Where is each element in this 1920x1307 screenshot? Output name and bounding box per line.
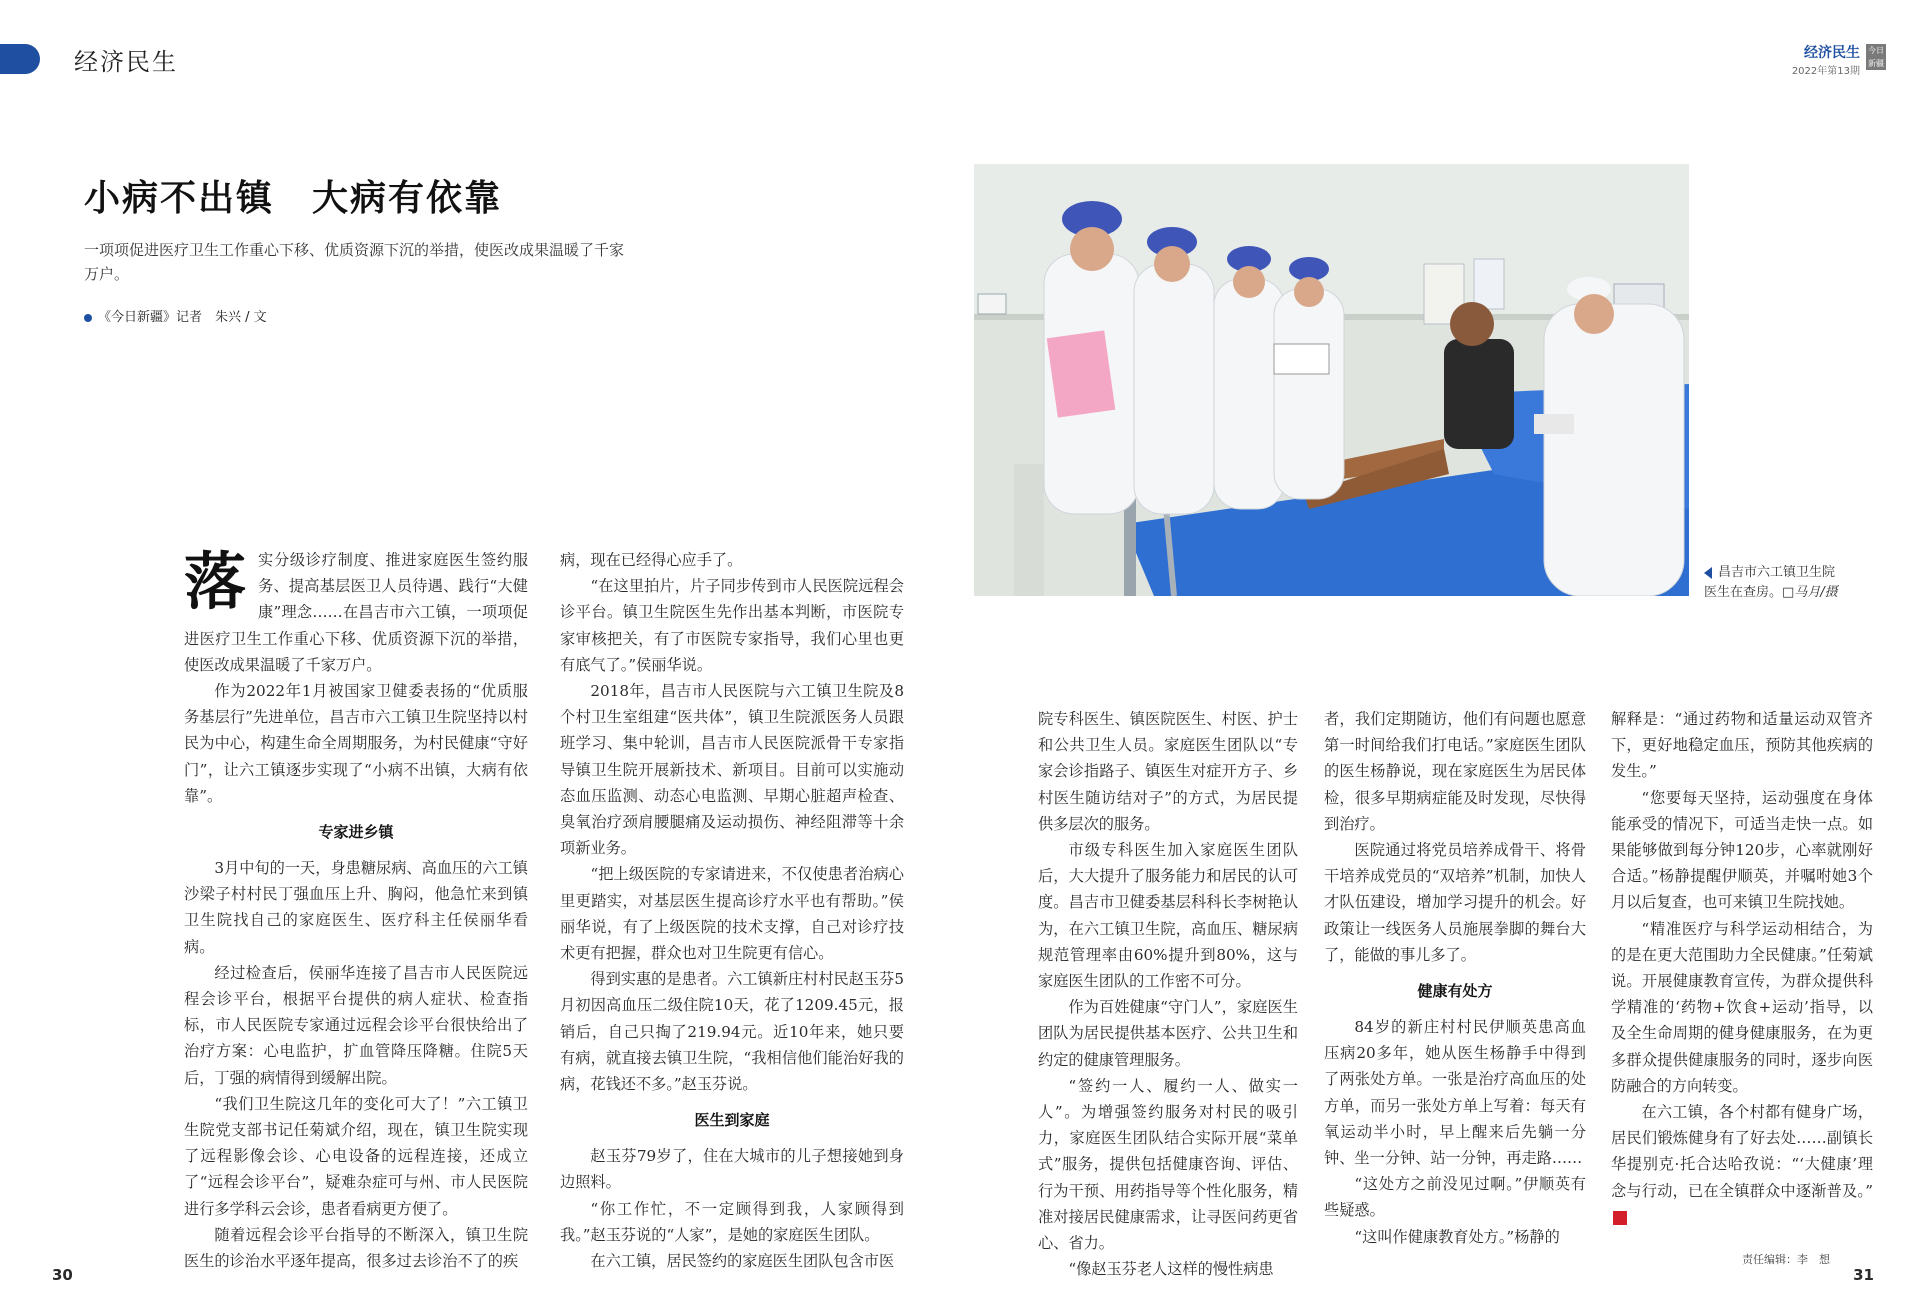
paragraph: 作为2022年1月被国家卫健委表扬的“优质服务基层行”先进单位，昌吉市六工镇卫生院坚持以村民为中心，构建生命全周期服务，为村民健康“守好门”，让六工镇逐步实现了“小病不出镇，大病有依靠”。 — [184, 682, 528, 805]
article-title: 小病不出镇 大病有依靠 — [84, 178, 503, 219]
section-tab-marker — [0, 44, 40, 74]
logo-text: 今日新疆 — [1868, 46, 1884, 68]
paragraph: “这处方之前没见过啊。”伊顺英有些疑惑。 — [1324, 1175, 1586, 1220]
paragraph: 经过检查后，侯丽华连接了昌吉市人民医院远程会诊平台，根据平台提供的病人症状、检查指标，市人民医院专家通过远程会诊平台很快给出了治疗方案：心电监护，扩血管降压降糖。住院5天后，丁强的病情得到缓解出院。 — [184, 963, 528, 1087]
paragraph: 84岁的新庄村村民伊顺英患高血压病20多年，她从医生杨静手中得到了两张处方单。一张是治疗高血压的处方单，而另一张处方单上写着：每天有氧运动半小时，早上醒来后先躺一分钟、坐一分钟、站一分钟，再走路…… — [1324, 1018, 1586, 1168]
final-paragraph-text: 在六工镇，各个村都有健身广场，居民们锻炼健身有了好去处……副镇长华提别克·托合达哈孜说：“‘大健康’理念与行动，已在全镇群众中逐渐普及。” — [1611, 1103, 1873, 1200]
paragraph-continued: 解释是：“通过药物和适量运动双管齐下，更好地稳定血压，预防其他疾病的发生。” — [1611, 710, 1873, 781]
paragraph-continued: 病，现在已经得心应手了。 — [560, 551, 743, 569]
end-mark-icon — [1613, 1211, 1627, 1225]
article-standfirst: 一项项促进医疗卫生工作重心下移、优质资源下沉的举措，使医改成果温暖了千家万户。 — [84, 241, 625, 283]
running-head-right — [1792, 42, 1860, 77]
body-column-1 — [184, 547, 528, 1274]
paragraph: 作为百姓健康“守门人”，家庭医生团队为居民提供基本医疗、公共卫生和约定的健康管理服务。 — [1038, 998, 1298, 1069]
photo-credit: □马月/摄 — [1782, 585, 1838, 600]
running-head-section: 经济民生 — [1804, 45, 1860, 61]
paragraph: “你工作忙，不一定顾得到我，人家顾得到我。”赵玉芬说的“人家”，是她的家庭医生团队。 — [560, 1199, 904, 1244]
body-column-2 — [560, 547, 904, 1274]
paragraph: “我们卫生院这几年的变化可大了！”六工镇卫生院党支部书记任菊斌介绍，现在，镇卫生院实现了远程影像会诊、心电设备的远程连接，还成立了“远程会诊平台”，疑难杂症可与州、市人民医院进行多学科云会诊，患者看病更方便了。 — [184, 1094, 528, 1218]
body-column-4 — [1324, 706, 1586, 1250]
magazine-logo — [1866, 44, 1886, 70]
paragraph: 市级专科医生加入家庭医生团队后，大大提升了服务能力和居民的认可度。昌吉市卫健委基层科科长李树艳认为，在六工镇卫生院，高血压、糖尿病规范管理率由60%提升到80%，这与家庭医生团队的工作密不可分。 — [1038, 841, 1298, 991]
body-column-3 — [1038, 706, 1298, 1282]
paragraph-continued: 院专科医生、镇医院医生、村医、护士和公共卫生人员。家庭医生团队以“专家会诊指路子、镇医生对症开方子、乡村医生随访结对子”的方式，为居民提供多层次的服务。 — [1038, 710, 1298, 833]
issue-number: 2022年第13期 — [1791, 66, 1860, 77]
paragraph: 随着远程会诊平台指导的不断深入，镇卫生院医生的诊治水平逐年提高，很多过去诊治不了的疾 — [184, 1225, 528, 1271]
paragraph: “这叫作健康教育处方。”杨静的 — [1354, 1227, 1560, 1246]
subheading-health-prescription: 健康有处方 — [1417, 982, 1493, 1001]
ward-photo-illustration — [974, 164, 1689, 596]
paragraph: 2018年，昌吉市人民医院与六工镇卫生院及8个村卫生室组建“医共体”，镇卫生院派医务人员跟班学习、集中轮训，昌吉市人民医院派骨干专家指导镇卫生院开展新技术、新项目。目前可以实施动态血压监测、动态心电监测、早期心脏超声检查、臭氧治疗颈肩腰腿痛及运动损伤、神经阻滞等十余项新业务。 — [560, 682, 904, 858]
lead-paragraph: 实分级诊疗制度、推进家庭医生签约服务、提高基层医卫人员待遇、践行“大健康”理念……在昌吉市六工镇，一项项促进医疗卫生工作重心下移、优质资源下沉的举措，使医改成果温暖了千家万户。 — [184, 551, 528, 674]
paragraph: “像赵玉芬老人这样的慢性病患 — [1068, 1260, 1274, 1279]
byline — [84, 306, 267, 325]
caption-arrow-icon — [1704, 567, 1712, 579]
caption-line-2: 医生在查房。 — [1704, 585, 1783, 600]
paragraph: 3月中旬的一天，身患糖尿病、高血压的六工镇沙梁子村村民丁强血压上升、胸闷，他急忙来到镇卫生院找自己的家庭医生、医疗科主任侯丽华看病。 — [184, 859, 528, 956]
caption-line-1: 昌吉市六工镇卫生院 — [1718, 565, 1836, 580]
paragraph: “把上级医院的专家请进来，不仅使患者治病心里更踏实，对基层医生提高诊疗水平也有帮助。”侯丽华说，有了上级医院的技术支撑，自己对诊疗技术更有把握，群众也对卫生院更有信心。 — [560, 865, 904, 963]
paragraph: “在这里拍片，片子同步传到市人民医院远程会诊平台。镇卫生院医生先作出基本判断，市医院专家审核把关，有了市医院专家指导，我们心里也更有底气了。”侯丽华说。 — [560, 577, 904, 674]
page-number-right: 31 — [1853, 1266, 1874, 1284]
subheading-doctor-to-family: 医生到家庭 — [694, 1111, 770, 1130]
byline-dot — [84, 314, 92, 322]
subheading-experts: 专家进乡镇 — [318, 823, 394, 842]
paragraph: “精准医疗与科学运动相结合，为的是在更大范围助力全民健康。”任菊斌说。开展健康教育宣传，为群众提供科学精准的‘药物+饮食+运动’指导，以及全生命周期的健身健康服务，在为更多群众提供健康服务的同时，逐步向医防融合的方向转变。 — [1611, 919, 1873, 1095]
paragraph: 赵玉芬79岁了，住在大城市的儿子想接她到身边照料。 — [560, 1147, 904, 1192]
paragraph: 在六工镇，居民签约的家庭医生团队包含市医 — [590, 1252, 895, 1271]
article-photo — [974, 164, 1689, 596]
byline-text: 《今日新疆》记者 朱兴 / 文 — [98, 310, 267, 325]
paragraph: 医院通过将党员培养成骨干、将骨干培养成党员的“双培养”机制，加快人才队伍建设，增加学习提升的机会。好政策让一线医务人员施展拳脚的舞台大了，能做的事儿多了。 — [1324, 841, 1586, 964]
body-column-5 — [1611, 706, 1873, 1230]
photo-caption — [1704, 563, 1874, 603]
paragraph: “签约一人、履约一人、做实一人”。为增强签约服务对村民的吸引力，家庭医生团队结合实际开展“菜单式”服务，提供包括健康咨询、评估、行为干预、用药指导等个性化服务，精准对接居民健康需求，让寻医问药更省心、省力。 — [1038, 1076, 1298, 1253]
editor-credit: 责任编辑：李 想 — [1742, 1253, 1830, 1266]
section-label: 经济民生 — [74, 48, 178, 76]
paragraph: 得到实惠的是患者。六工镇新庄村村民赵玉芬5月初因高血压二级住院10天，花了1209.45元，报销后，自己只掏了219.94元。近10年来，她只要有病，就直接去镇卫生院，“我相信他们能治好我的病，花钱还不多。”赵玉芬说。 — [560, 970, 904, 1094]
page-number-left: 30 — [52, 1266, 73, 1284]
paragraph-final — [1611, 1099, 1873, 1230]
drop-cap: 落 — [184, 545, 247, 618]
paragraph: “您要每天坚持，运动强度在身体能承受的情况下，可适当走快一点。如果能够做到每分钟120步，心率就刚好合适。”杨静提醒伊顺英，并嘱咐她3个月以后复查，也可来镇卫生院找她。 — [1611, 788, 1873, 912]
paragraph-continued: 者，我们定期随访，他们有问题也愿意第一时间给我们打电话。”家庭医生团队的医生杨静说，现在家庭医生为居民体检，很多早期病症能及时发现，尽快得到治疗。 — [1324, 710, 1586, 833]
